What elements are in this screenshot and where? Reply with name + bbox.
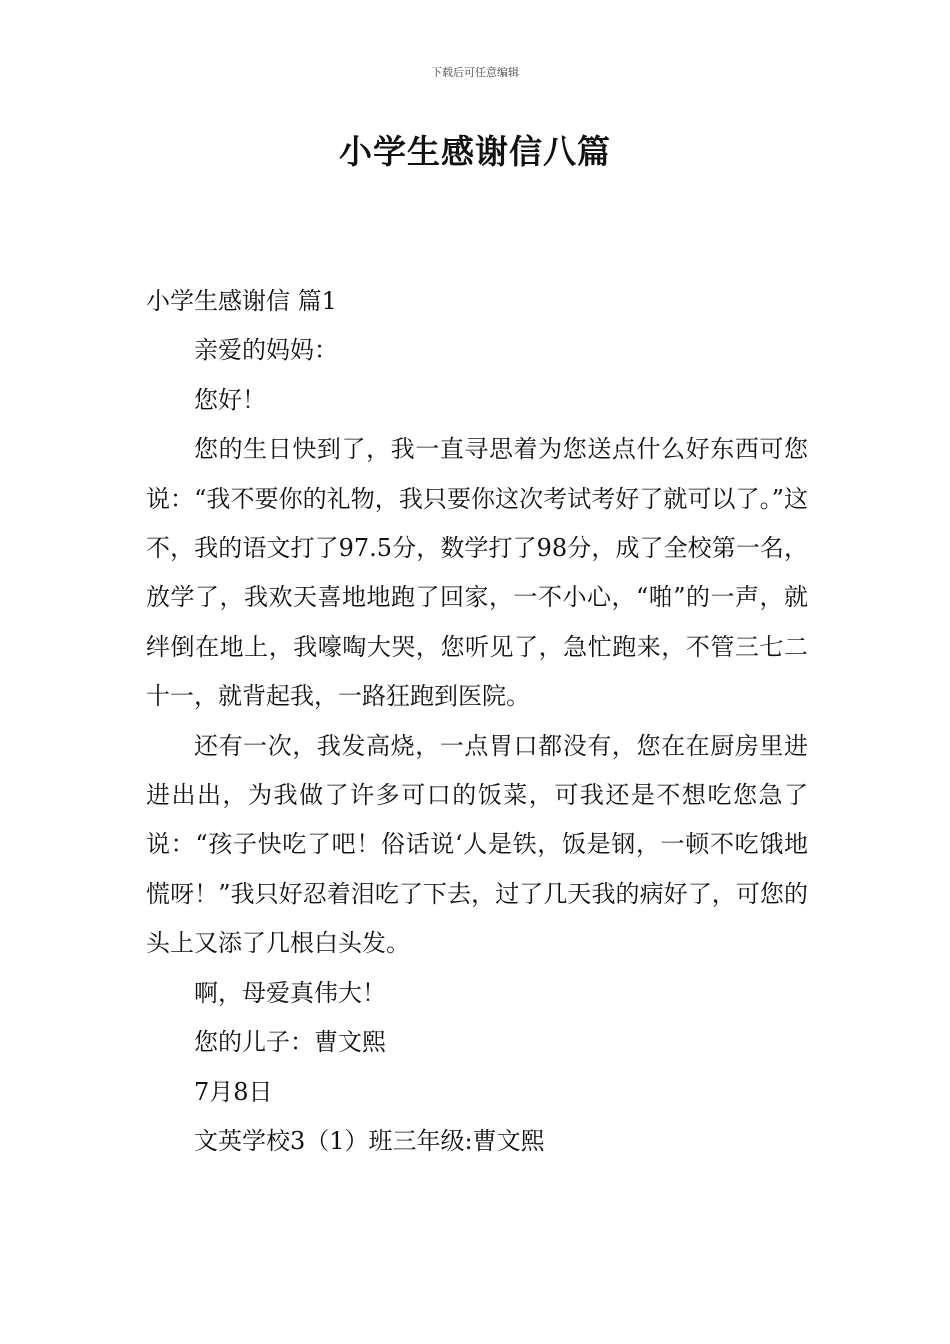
greeting: 您好！ [194,385,266,414]
school-line: 文英学校3（1）班三年级:曹文熙 [194,1126,545,1155]
body-paragraph-1: 您的生日快到了，我一直寻思着为您送点什么好东西可您说：“我不要你的礼物，我只要你这次考试考好了就可以了。”这不，我的语文打了97.5分，数学打了98分，成了全校第一名，放学了，我欢天喜地地跑了回家，一不小心，“啪”的一声，就绊倒在地上，我嚎啕大哭，您听见了，急忙跑来，不管三七二十一，就背起我，一路狂跑到医院。 [146,435,808,711]
signature: 您的儿子：曹文熙 [194,1028,386,1057]
header-note: 下载后可任意编辑 [431,66,519,79]
document-body [146,277,808,1166]
closing-line: 啊，母爱真伟大！ [194,978,386,1007]
document-title: 小学生感谢信八篇 [339,132,611,171]
salutation: 亲爱的妈妈： [194,336,338,365]
date: 7月8日 [194,1077,273,1106]
body-paragraph-2: 还有一次，我发高烧，一点胃口都没有，您在在厨房里进进出出，为我做了许多可口的饭菜，可我还是不想吃您急了说：“孩子快吃了吧！俗话说‘人是铁，饭是钢，一顿不吃饿地慌呀！”我只好忍着泪吃了下去，过了几天我的病好了，可您的头上又添了几根白头发。 [146,731,808,958]
section-heading: 小学生感谢信 篇1 [146,287,337,315]
